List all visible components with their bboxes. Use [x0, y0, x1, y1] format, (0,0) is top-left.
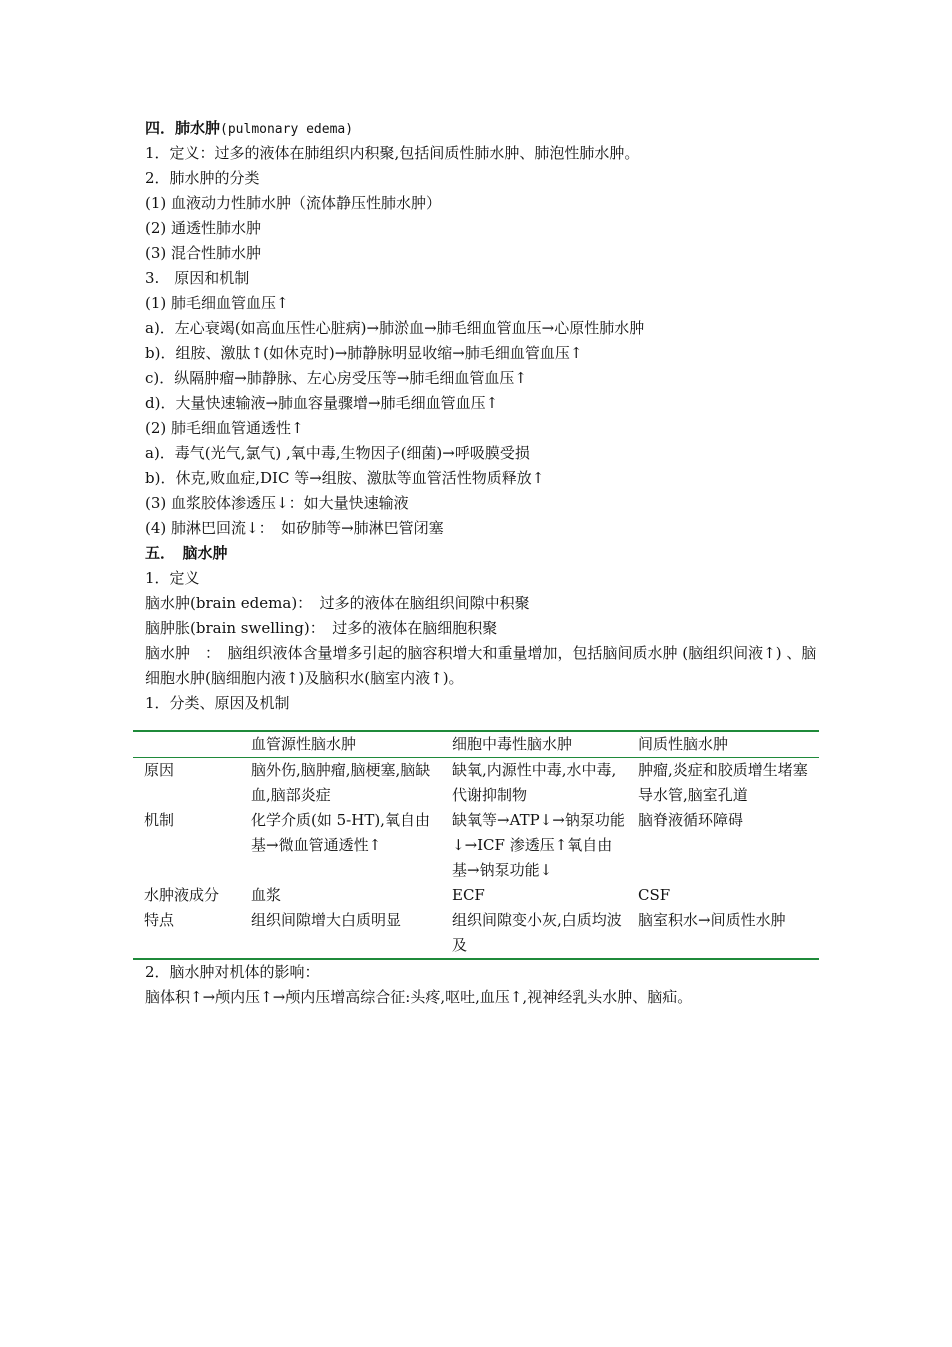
table-cell: 特点 [144, 911, 175, 929]
text-line: (1) 血液动力性肺水肿（流体静压性肺水肿） [145, 194, 442, 212]
table-header-cell: 细胞中毒性脑水肿 [452, 735, 573, 753]
text-line: b)．组胺、激肽↑(如休克时)→肺静脉明显收缩→肺毛细血管血压↑ [145, 344, 583, 362]
text-line: a)．左心衰竭(如高血压性心脏病)→肺淤血→肺毛细血管血压→心原性肺水肿 [145, 319, 645, 337]
table-row [133, 808, 819, 883]
text-line: (3) 血浆胶体渗透压↓：如大量快速输液 [145, 494, 409, 512]
table-cell: 缺氧,内源性中毒,水中毒,代谢抑制物 [452, 761, 617, 804]
table-cell: 缺氧等→ATP↓→钠泵功能↓→ICF 渗透压↑氧自由基→钠泵功能↓ [452, 811, 625, 879]
text-line: 2．脑水肿对机体的影响： [145, 963, 320, 981]
text-line: 1．定义：过多的液体在肺组织内积聚,包括间质性肺水肿、肺泡性肺水肿。 [145, 144, 640, 162]
document-page [145, 116, 825, 1010]
table-cell: ECF [452, 886, 485, 904]
table-cell: 组织间隙增大白质明显 [251, 911, 402, 929]
table-cell: 脑脊液循环障碍 [638, 811, 744, 829]
table-row [133, 883, 819, 908]
text-line: (2) 通透性肺水肿 [145, 219, 262, 237]
table-cell: 原因 [144, 761, 175, 779]
text-line: a)．毒气(光气,氯气) ,氧中毒,生物因子(细菌)→呼吸膜受损 [145, 444, 530, 462]
section-5-heading: 五． 脑水肿 [145, 544, 228, 562]
table-cell: 脑外伤,脑肿瘤,脑梗塞,脑缺血,脑部炎症 [251, 761, 431, 804]
text-line: 脑体积↑→颅内压↑→颅内压增高综合征:头疼,呕吐,血压↑,视神经乳头水肿、脑疝。 [145, 988, 693, 1006]
text-line: 脑肿胀(brain swelling)： 过多的液体在脑细胞积聚 [145, 619, 498, 637]
edema-classification-table [133, 730, 819, 960]
table-header-cell: 间质性脑水肿 [638, 735, 729, 753]
table-cell: 水肿液成分 [144, 886, 220, 904]
text-line: (1) 肺毛细血管血压↑ [145, 294, 289, 312]
text-line: b)．休克,败血症,DIC 等→组胺、激肽等血管活性物质释放↑ [145, 469, 545, 487]
text-line: 1．定义 [145, 569, 200, 587]
text-line: 脑水肿(brain edema)： 过多的液体在脑组织间隙中积聚 [145, 594, 530, 612]
section-4-title-en: (pulmonary edema) [220, 122, 354, 137]
section-4-title: 四．肺水肿 [145, 119, 221, 137]
table-cell: CSF [638, 886, 671, 904]
section-4-heading [145, 116, 825, 141]
table-cell: 肿瘤,炎症和胶质增生堵塞导水管,脑室孔道 [638, 761, 808, 804]
table-cell: 脑室积水→间质性水肿 [638, 911, 786, 929]
table-header-row [133, 731, 819, 758]
table-row [133, 908, 819, 959]
text-line: (4) 肺淋巴回流↓： 如矽肺等→肺淋巴管闭塞 [145, 519, 444, 537]
table-cell: 血浆 [251, 886, 282, 904]
table-cell: 组织间隙变小灰,白质均波及 [452, 911, 622, 954]
text-line: 2．肺水肿的分类 [145, 169, 260, 187]
table-header-cell: 血管源性脑水肿 [251, 735, 357, 753]
table-cell: 机制 [144, 811, 175, 829]
text-line: (2) 肺毛细血管通透性↑ [145, 419, 304, 437]
text-line: (3) 混合性肺水肿 [145, 244, 262, 262]
table-cell: 化学介质(如 5-HT),氧自由基→微血管通透性↑ [251, 811, 430, 854]
text-line: c)．纵隔肿瘤→肺静脉、左心房受压等→肺毛细血管血压↑ [145, 369, 527, 387]
text-line: 3. 原因和机制 [145, 269, 250, 287]
text-line: 1．分类、原因及机制 [145, 694, 290, 712]
table-row [133, 758, 819, 809]
text-line: d)．大量快速输液→肺血容量骤增→肺毛细血管血压↑ [145, 394, 499, 412]
table-header-cell [133, 731, 240, 758]
definition-paragraph: 脑水肿 ： 脑组织液体含量增多引起的脑容积增大和重量增加，包括脑间质水肿 (脑组织间液↑) 、脑细胞水肿(脑细胞内液↑)及脑积水(脑室内液↑)。 [145, 644, 817, 687]
spacer [145, 716, 825, 730]
